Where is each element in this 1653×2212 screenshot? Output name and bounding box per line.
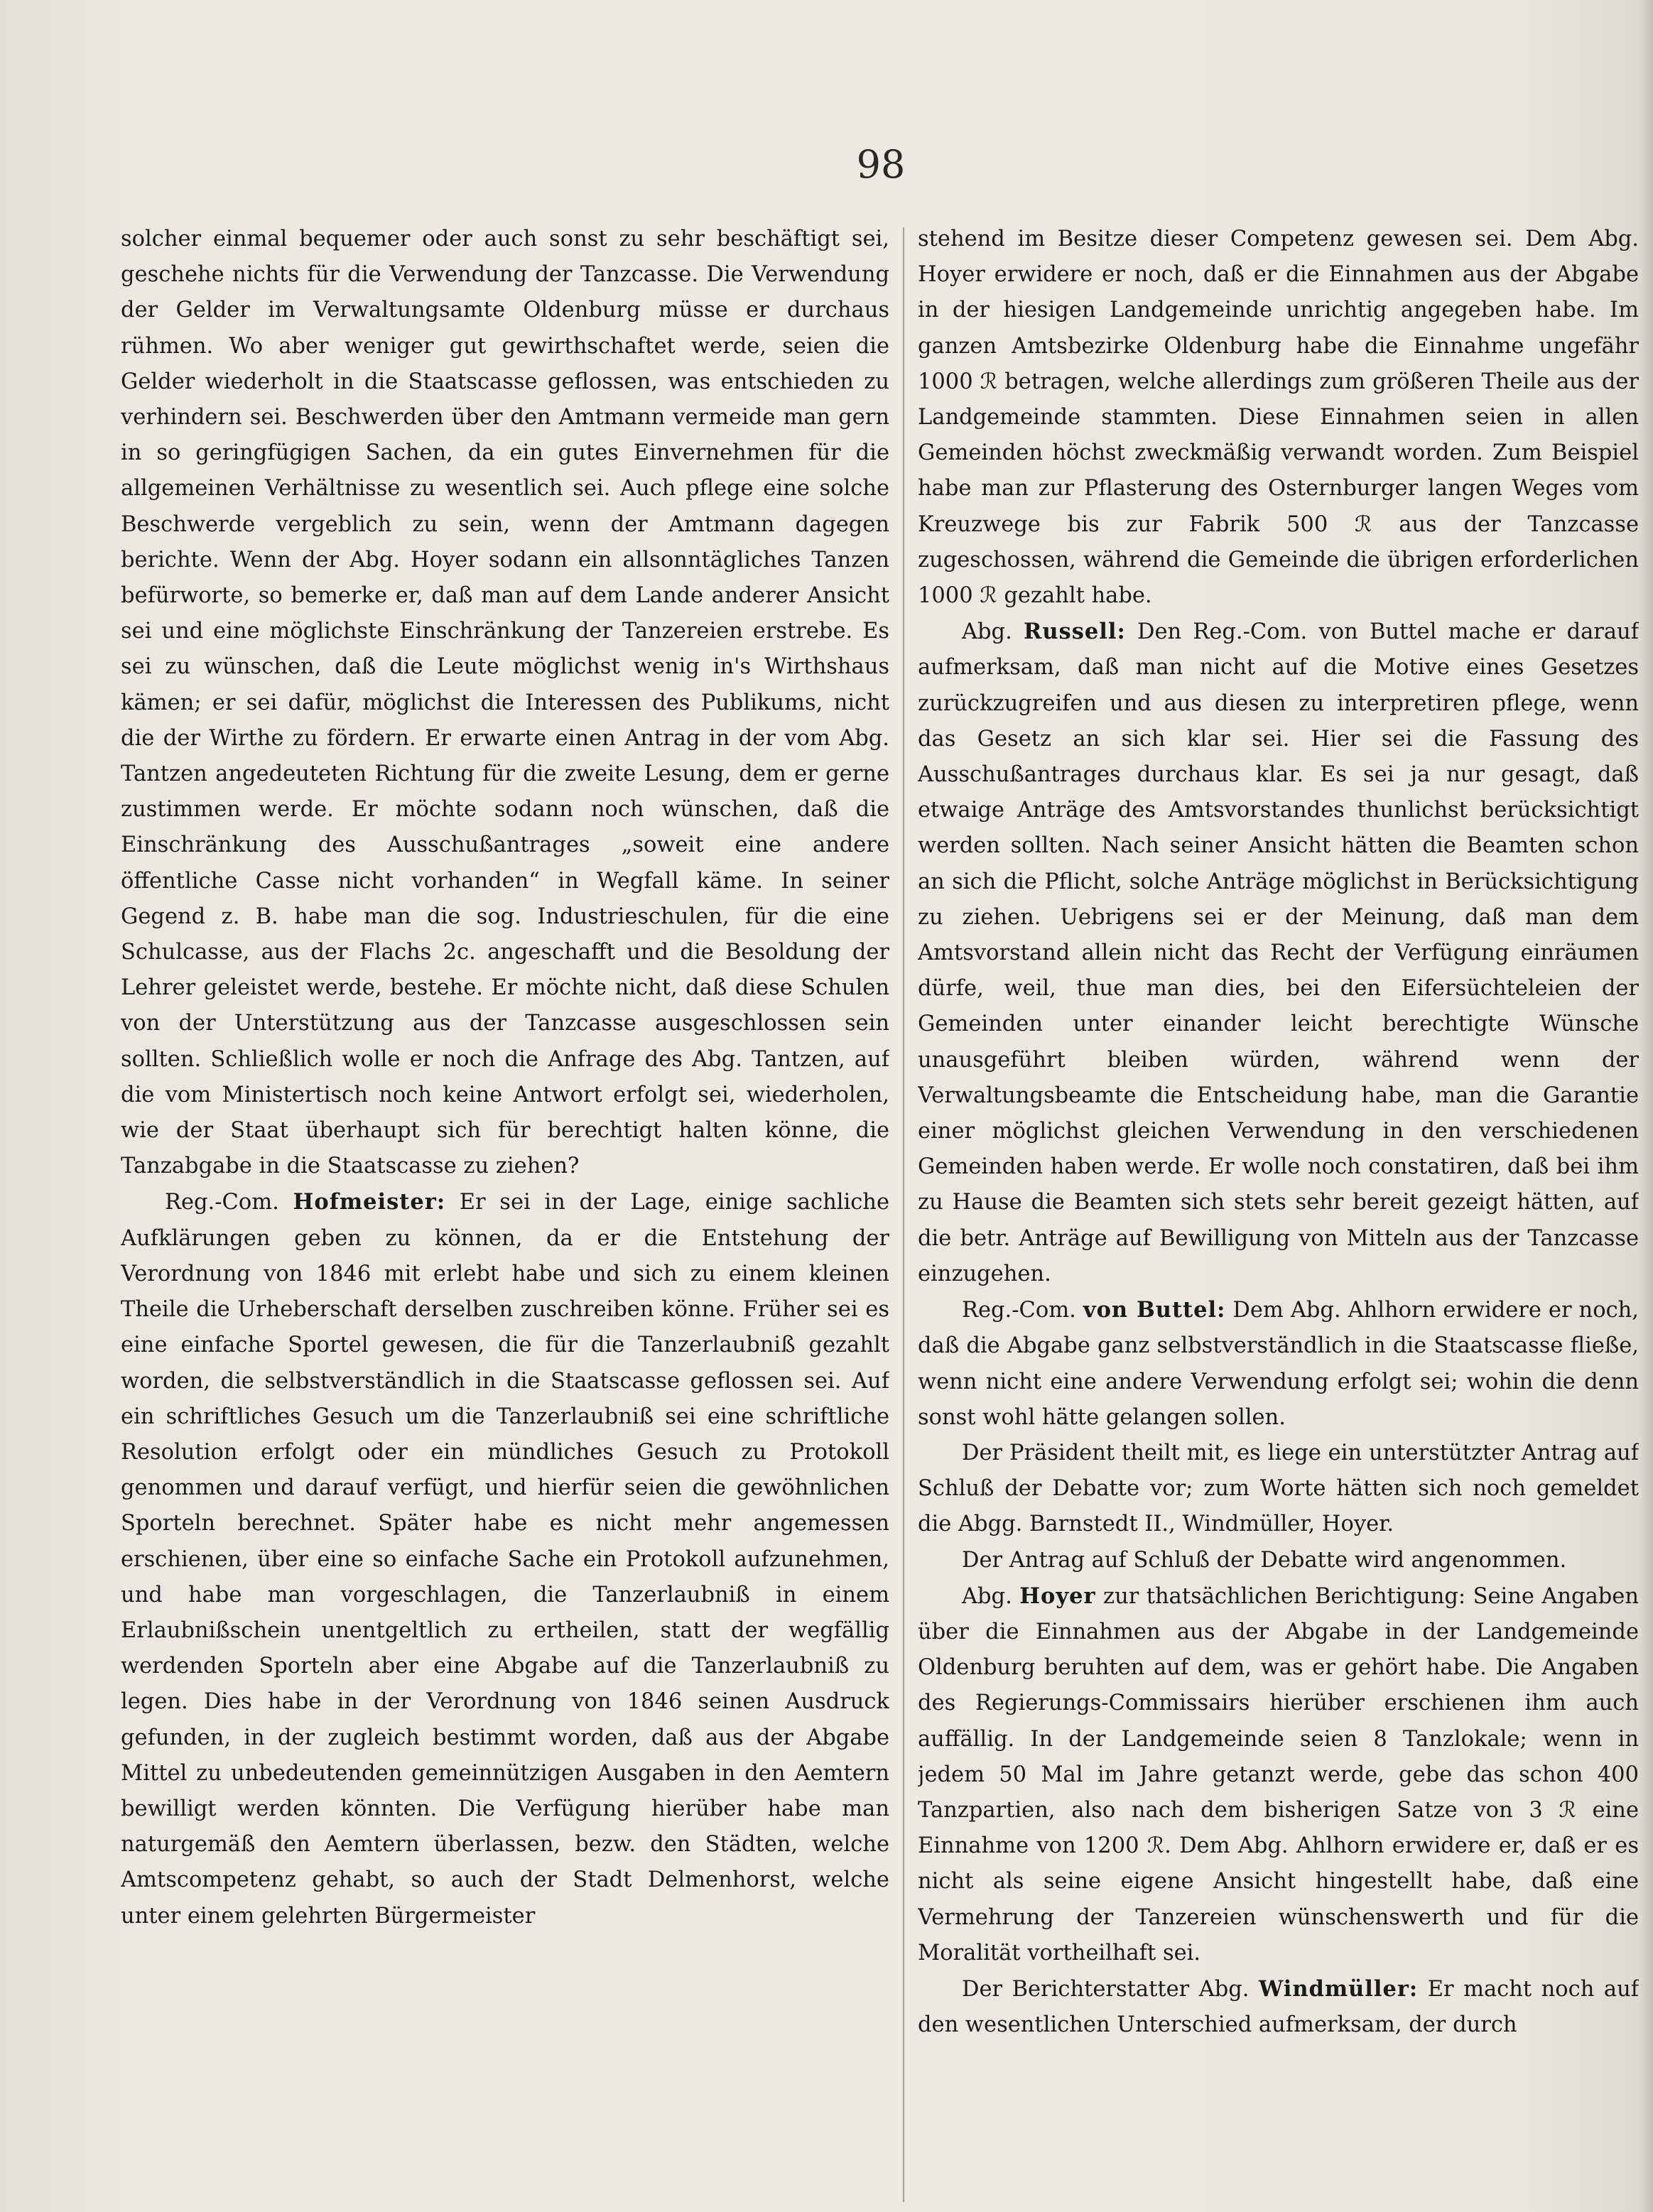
column-divider xyxy=(903,227,904,2202)
speaker-name: Hoyer xyxy=(1019,1583,1096,1609)
speaker-name: Windmüller: xyxy=(1259,1975,1419,2002)
paragraph xyxy=(918,1292,1639,1436)
left-column xyxy=(121,222,889,2203)
paragraph xyxy=(121,1184,889,1934)
speaker-prefix: Reg.-Com. xyxy=(165,1190,279,1215)
paragraph xyxy=(121,222,889,1184)
paragraph xyxy=(918,614,1639,1292)
speaker-name: Russell: xyxy=(1024,619,1126,645)
page-edge-shadow xyxy=(1640,0,1653,2212)
paragraph-text: Den Reg.-Com. von Buttel mache er darauf aufmerksam, daß man nicht auf die Motive eines Gesetzes zurückzugreifen und aus diesen zu interpretiren pflege, wenn das Gesetz an sich klar sei. Hier sei die Fassung des Ausschußantrages durchaus klar. Es sei ja nur gesagt, daß etwaige Anträge des Amtsvorstandes thunlichst berücksichtigt werden sollten. Nach seiner Ansicht hätten die Beamten schon an sich die Pflicht, solche Anträge möglichst in Berücksichtigung zu ziehen. Uebrigens sei er der Meinung, daß man dem Amtsvorstand allein nicht das Recht der Verfügung einräumen dürfe, weil, thue man dies, bei den Eifersüchteleien der Gemeinden unter einander leicht berechtigte Wünsche unausgeführt bleiben würden, während wenn der Verwaltungsbeamte die Entscheidung habe, man die Garantie einer möglichst gleichen Verwendung in den verschiedenen Gemeinden haben werde. Er wolle noch constatiren, daß bei ihm zu Hause die Beamten sich stets sehr bereit gezeigt hätten, auf die betr. Anträge auf Bewilligung von Mitteln aus der Tanzcasse einzugehen. xyxy=(918,619,1639,1286)
paragraph xyxy=(918,222,1639,614)
paragraph-text: Er sei in der Lage, einige sachliche Aufklärungen geben zu können, da er die Entstehung der Verordnung von 1846 mit erlebt habe und sich zu einem kleinen Theile die Urheberschaft derselben zuschreiben könne. Früher sei es eine einfache Sportel gewesen, die für die Tanzerlaubniß gezahlt worden, die selbstverständlich in die Staatscasse geflossen sei. Auf ein schriftliches Gesuch um die Tanzerlaubniß sei eine schriftliche Resolution erfolgt oder ein mündliches Gesuch zu Protokoll genommen und darauf verfügt, und hierfür seien die gewöhnlichen Sporteln berechnet. Später habe es nicht mehr angemessen erschienen, über eine so einfache Sache ein Protokoll aufzunehmen, und habe man vorgeschlagen, die Tanzerlaubniß in einem Erlaubnißschein unentgeltlich zu ertheilen, statt der wegfällig werdenden Sporteln aber eine Abgabe auf die Tanzerlaubniß zu legen. Dies habe in der Verordnung von 1846 seinen Ausdruck gefunden, in der zugleich bestimmt worden, daß aus der Abgabe Mittel zu unbedeutenden gemeinnützigen Ausgaben in den Aemtern bewilligt werden könnten. Die Verfügung hierüber habe man naturgemäß den Aemtern überlassen, bezw. den Städten, welche Amtscompetenz gehabt, so auch der Stadt Delmenhorst, welche unter einem gelehrten Bürgermeister xyxy=(121,1190,889,1929)
paragraph-text: solcher einmal bequemer oder auch sonst zu sehr beschäftigt sei, geschehe nichts für die Verwendung der Tanzcasse. Die Verwendung der Gelder im Verwaltungsamte Oldenburg müsse er durchaus rühmen. Wo aber weniger gut gewirthschaftet werde, seien die Gelder wiederholt in die Staatscasse geflossen, was entschieden zu verhindern sei. Beschwerden über den Amtmann vermeide man gern in so geringfügigen Sachen, da ein gutes Einvernehmen für die allgemeinen Verhältnisse zu wesentlich sei. Auch pflege eine solche Beschwerde vergeblich zu sein, wenn der Amtmann dagegen berichte. Wenn der Abg. Hoyer sodann ein allsonntägliches Tanzen befürworte, so bemerke er, daß man auf dem Lande anderer Ansicht sei und eine möglichste Einschränkung der Tanzereien erstrebe. Es sei zu wünschen, daß die Leute möglichst wenig in's Wirthshaus kämen; er sei dafür, möglichst die Interessen des Publikums, nicht die der Wirthe zu fördern. Er erwarte einen Antrag in der vom Abg. Tantzen angedeuteten Richtung für die zweite Lesung, dem er gerne zustimmen werde. Er möchte sodann noch wünschen, daß die Einschränkung des Ausschußantrages „soweit eine andere öffentliche Casse nicht vorhanden“ in Wegfall käme. In seiner Gegend z. B. habe man die sog. Industrieschulen, für die eine Schulcasse, aus der Flachs 2c. angeschafft und die Besoldung der Lehrer geleistet werde, bestehe. Er möchte nicht, daß diese Schulen von der Unterstützung aus der Tanzcasse ausgeschlossen sein sollten. Schließlich wolle er noch die Anfrage des Abg. Tantzen, auf die vom Ministertisch noch keine Antwort erfolgt sei, wiederholen, wie der Staat überhaupt sich für berechtigt halten könne, die Tanzabgabe in die Staatscasse zu ziehen? xyxy=(121,227,889,1179)
paragraph-text: stehend im Besitze dieser Competenz gewesen sei. Dem Abg. Hoyer erwidere er noch, daß er die Einnahmen aus der Abgabe in der hiesigen Landgemeinde unrichtig angegeben habe. Im ganzen Amtsbezirke Oldenburg habe die Einnahme ungefähr 1000 ℛ betragen, welche allerdings zum größeren Theile aus der Landgemeinde stammten. Diese Einnahmen seien in allen Gemeinden höchst zweckmäßig verwandt worden. Zum Beispiel habe man zur Pflasterung des Osternburger langen Weges vom Kreuzwege bis zur Fabrik 500 ℛ aus der Tanzcasse zugeschossen, während die Gemeinde die übrigen erforderlichen 1000 ℛ gezahlt habe. xyxy=(918,227,1639,609)
speaker-prefix: Abg. xyxy=(962,619,1012,645)
paragraph-text: Er macht noch auf den wesentlichen Unterschied aufmerksam, der durch xyxy=(918,1976,1639,2038)
right-column xyxy=(918,222,1639,2203)
paragraph-text: zur thatsächlichen Berichtigung: Seine Angaben über die Einnahmen aus der Abgabe in der Landgemeinde Oldenburg beruhten auf dem, was er gehört habe. Die Angaben des Regierungs-Commissairs hierüber erschienen ihm auch auffällig. In der Landgemeinde seien 8 Tanzlokale; wenn in jedem 50 Mal im Jahre getanzt werde, gebe das schon 400 Tanzpartien, also nach dem bisherigen Satze von 3 ℛ eine Einnahme von 1200 ℛ. Dem Abg. Ahlhorn erwidere er, daß er es nicht als seine eigene Ansicht hingestellt habe, daß eine Vermehrung der Tanzereien wünschenswerth und für die Moralität vortheilhaft sei. xyxy=(918,1583,1639,1966)
paragraph xyxy=(918,1543,1639,1578)
paragraph xyxy=(918,1436,1639,1543)
page-number: 98 xyxy=(856,142,906,187)
paragraph xyxy=(918,1578,1639,1971)
paragraph-text: Der Präsident theilt mit, es liege ein unterstützter Antrag auf Schluß der Debatte vor; zum Worte hätten sich noch gemeldet die Abgg. Barnstedt II., Windmüller, Hoyer. xyxy=(918,1440,1639,1537)
speaker-prefix: Reg.-Com. xyxy=(962,1298,1076,1323)
speaker-name: Hofmeister: xyxy=(293,1189,446,1215)
paragraph-text: Dem Abg. Ahlhorn erwidere er noch, daß die Abgabe ganz selbstverständlich in die Staatscasse fließe, wenn nicht eine andere Verwendung erfolgt sei; wohin die denn sonst wohl hätte gelangen sollen. xyxy=(918,1298,1639,1430)
speaker-prefix: Abg. xyxy=(962,1583,1012,1609)
speaker-prefix: Der Berichterstatter Abg. xyxy=(962,1976,1250,2002)
paragraph xyxy=(918,1971,1639,2043)
speaker-name: von Buttel: xyxy=(1083,1297,1226,1323)
paragraph-text: Der Antrag auf Schluß der Debatte wird angenommen. xyxy=(962,1547,1567,1573)
